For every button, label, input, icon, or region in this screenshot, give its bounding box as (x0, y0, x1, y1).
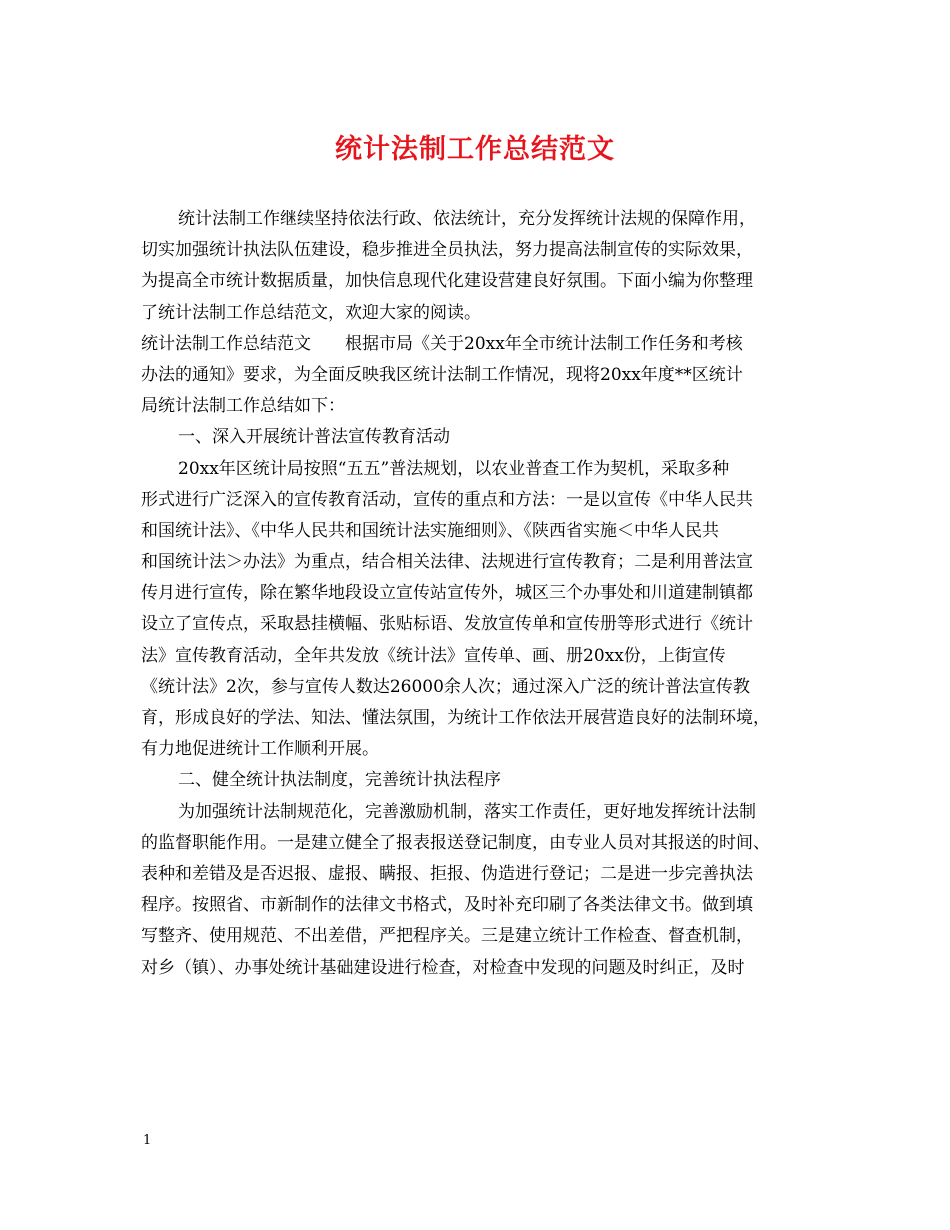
body-line: 育，形成良好的学法、知法、懂法氛围，为统计工作依法开展营造良好的法制环境， (141, 708, 770, 728)
body-line: 和国统计法＞办法》为重点，结合相关法律、法规进行宣传教育；二是利用普法宣 (141, 552, 753, 573)
body-line: 了统计法制工作总结范文，欢迎大家的阅读。 (141, 302, 481, 323)
body-line: 传月进行宣传，除在繁华地段设立宣传站宣传外，城区三个办事处和川道建制镇都 (141, 583, 753, 604)
body-line: 有力地促进统计工作顺利开展。 (141, 739, 379, 760)
body-line: 形式进行广泛深入的宣传教育活动，宣传的重点和方法：一是以宣传《中华人民共 (141, 489, 753, 510)
body-line: 20xx年区统计局按照“五五”普法规划，以农业普查工作为契机，采取多种 (178, 458, 730, 479)
body-line: 设立了宣传点，采取悬挂横幅、张贴标语、发放宣传单和宣传册等形式进行《统计 (141, 614, 753, 635)
body-line: 二、健全统计执法制度，完善统计执法程序 (178, 770, 501, 791)
body-line: 表种和差错及是否迟报、虚报、瞒报、拒报、伪造进行登记；二是进一步完善执法 (141, 863, 753, 884)
body-line: 为提高全市统计数据质量，加快信息现代化建设营建良好氛围。下面小编为你整理 (141, 271, 753, 292)
document-body (141, 204, 841, 984)
document-title: 统计法制工作总结范文 (335, 134, 615, 165)
body-line: 统计法制工作总结范文 根据市局《关于20xx年全市统计法制工作任务和考核 (141, 333, 743, 354)
body-line: 和国统计法》、《中华人民共和国统计法实施细则》、《陕西省实施＜中华人民共 (141, 520, 719, 541)
body-line: 对乡（镇）、办事处统计基础建设进行检查，对检查中发现的问题及时纠正，及时 (141, 957, 745, 978)
body-line: 切实加强统计执法队伍建设，稳步推进全员执法，努力提高法制宣传的实际效果， (141, 240, 753, 261)
body-line: 程序。按照省、市新制作的法律文书格式，及时补充印刷了各类法律文书。做到填 (141, 895, 753, 916)
body-line: 局统计法制工作总结如下： (141, 396, 345, 417)
body-line: 一、深入开展统计普法宣传教育活动 (178, 427, 450, 448)
body-line: 《统计法》2次，参与宣传人数达26000余人次；通过深入广泛的统计普法宣传教 (141, 676, 750, 697)
body-line: 的监督职能作用。一是建立健全了报表报送登记制度，由专业人员对其报送的时间、 (141, 832, 770, 853)
body-line: 为加强统计法制规范化，完善激励机制，落实工作责任，更好地发挥统计法制 (178, 801, 756, 822)
page-number: 1 (143, 1133, 152, 1148)
body-line: 统计法制工作继续坚持依法行政、依法统计，充分发挥统计法规的保障作用， (178, 209, 756, 229)
body-line: 写整齐、使用规范、不出差借，严把程序关。三是建立统计工作检查、督查机制， (141, 926, 753, 947)
body-line: 法》宣传教育活动，全年共发放《统计法》宣传单、画、册20xx份，上街宣传 (141, 645, 726, 666)
body-line: 办法的通知》要求，为全面反映我区统计法制工作情况，现将20xx年度**区统计 (141, 364, 743, 385)
